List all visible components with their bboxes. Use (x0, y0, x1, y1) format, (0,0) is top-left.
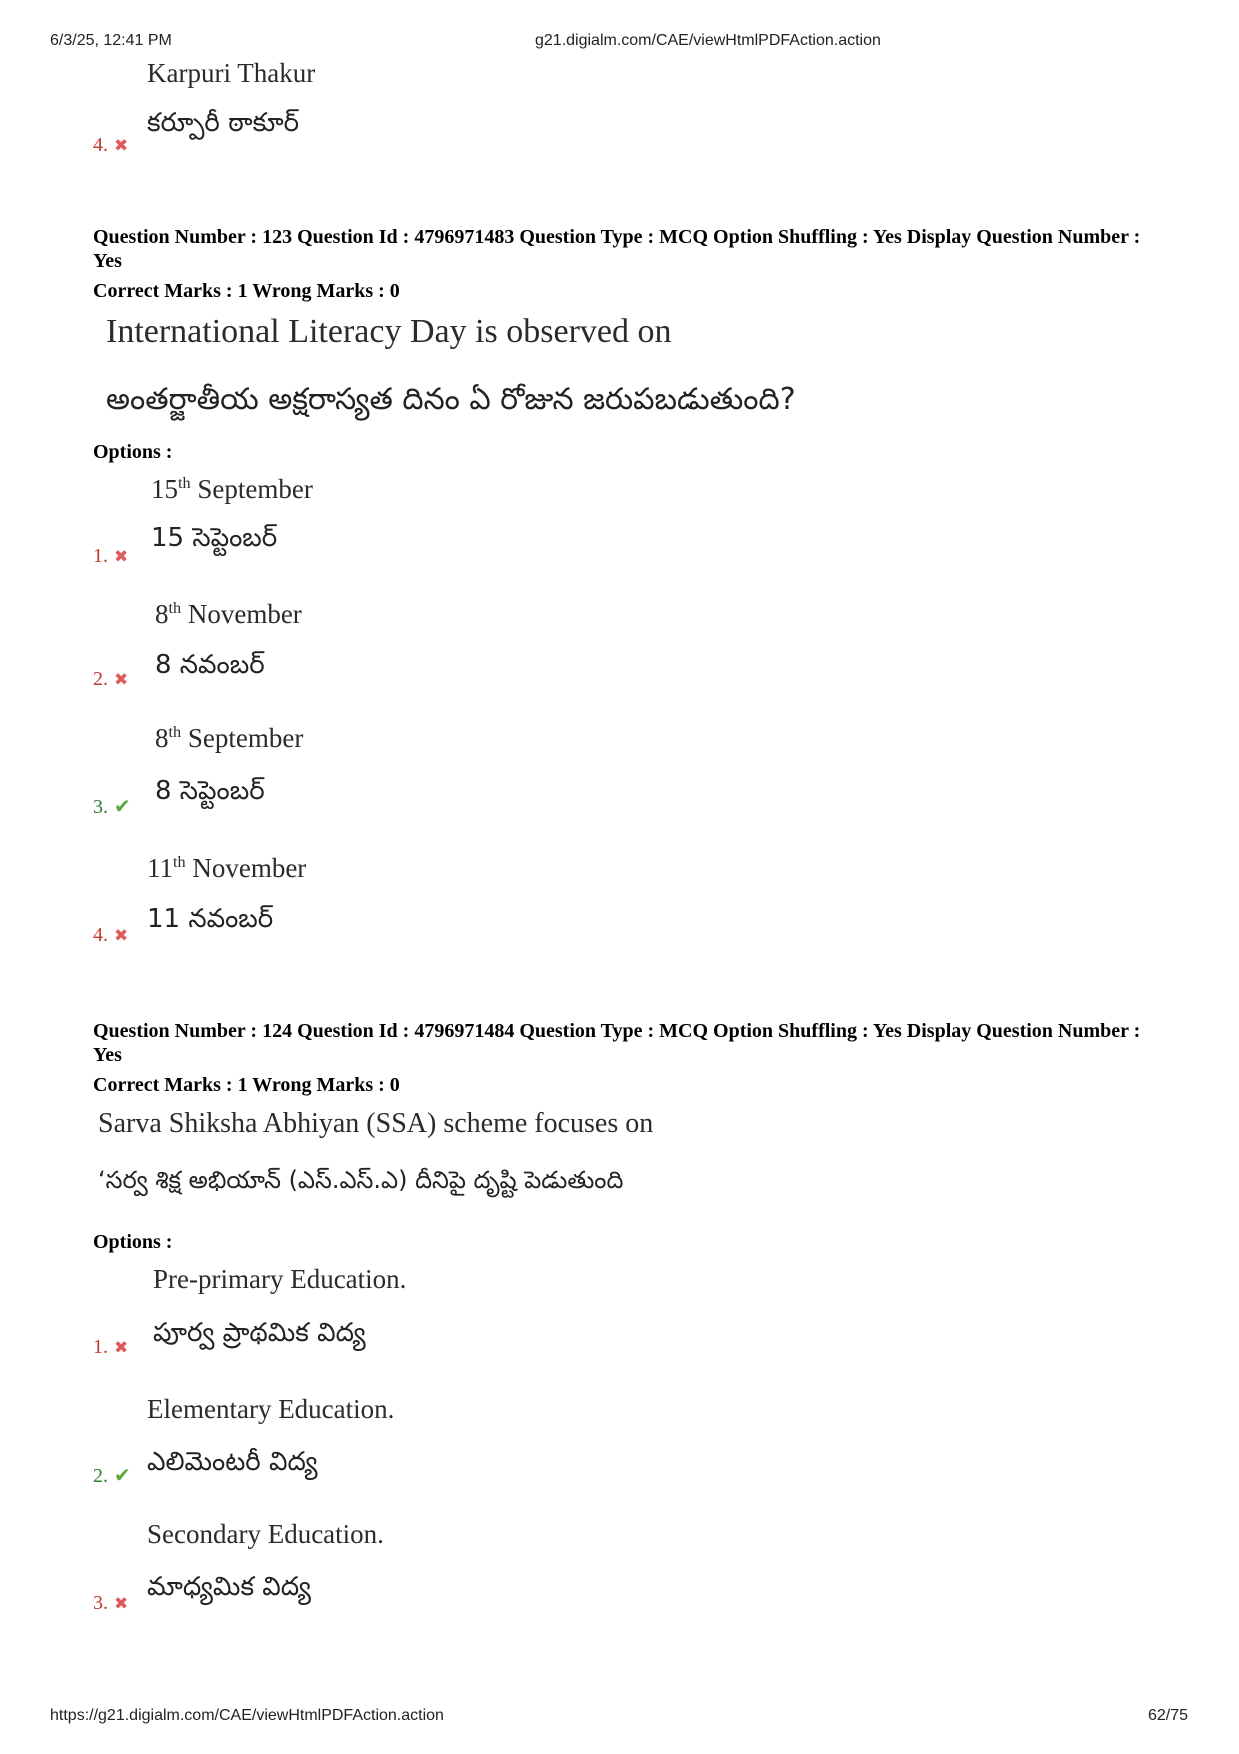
option-number-124-3: 3. ✖ (93, 1592, 129, 1614)
prev-option-en: Karpuri Thakur (147, 58, 316, 88)
option-te-123-3: 8 సెప్టెంబర్ (155, 776, 265, 806)
wrong-mark-icon: ✖ (114, 926, 129, 946)
print-datetime: 6/3/25, 12:41 PM (50, 32, 172, 49)
page-number: 62/75 (1148, 1707, 1189, 1724)
option-number-123-4: 4. ✖ (93, 924, 129, 946)
wrong-mark-icon: ✖ (114, 547, 129, 567)
question-text-en-124: Sarva Shiksha Abhiyan (SSA) scheme focuses on (98, 1108, 654, 1139)
wrong-mark-icon: ✖ (114, 136, 129, 156)
wrong-mark-icon: ✖ (114, 1594, 129, 1614)
prev-option-number (93, 134, 128, 157)
option-number-123-1: 1. ✖ (93, 545, 129, 567)
question-text-te-124: ‘సర్వ శిక్ష అభియాన్ (ఎస్.ఎస్.ఎ) దీనిపై దృష్టి పెడుతుంది (98, 1166, 624, 1194)
option-number-124-1: 1. ✖ (93, 1336, 129, 1358)
question-meta-123: Question Number : 123 Question Id : 4796971483 Question Type : MCQ Option Shuffling : Yes Display Question Number : Yes (93, 226, 1141, 272)
option-te-123-2: 8 నవంబర్ (155, 650, 265, 680)
option-te-123-1: 15 సెప్టెంబర్ (151, 523, 278, 553)
options-label: Options : (93, 441, 173, 463)
question-meta-124: Question Number : 124 Question Id : 4796971484 Question Type : MCQ Option Shuffling : Yes Display Question Number : Yes (93, 1020, 1141, 1066)
question-text-te-123: అంతర్జాతీయ అక్షరాస్యత దినం ఏ రోజున జరుపబడుతుంది? (106, 382, 796, 417)
option-te-124-3: మాధ్యమిక విద్య (147, 1572, 311, 1602)
check-mark-icon: ✔ (114, 1463, 131, 1487)
question-marks-123: Correct Marks : 1 Wrong Marks : 0 (93, 280, 400, 302)
option-en-123-4: 11th November (147, 853, 307, 883)
option-number: 4. (93, 134, 108, 156)
option-te-124-1: పూర్వ ప్రాథమిక విద్య (153, 1318, 366, 1348)
option-te-124-2: ఎలిమెంటరీ విద్య (147, 1447, 318, 1477)
option-en-124-3: Secondary Education. (147, 1519, 384, 1549)
option-te-123-4: 11 నవంబర్ (147, 904, 274, 934)
prev-option-te: కర్పూరీ ఠాకూర్ (147, 108, 300, 138)
question-text-en-123: International Literacy Day is observed on (106, 313, 672, 350)
option-en-124-1: Pre-primary Education. (153, 1264, 407, 1294)
wrong-mark-icon: ✖ (114, 1338, 129, 1358)
option-en-123-2: 8th November (155, 599, 302, 629)
option-en-123-3: 8th September (155, 723, 304, 753)
question-marks-124: Correct Marks : 1 Wrong Marks : 0 (93, 1074, 400, 1096)
options-label: Options : (93, 1231, 173, 1253)
wrong-mark-icon: ✖ (114, 670, 129, 690)
option-en-123-1: 15th September (151, 474, 313, 504)
option-number-123-3: 3. ✔ (93, 794, 131, 818)
print-footer-url: https://g21.digialm.com/CAE/viewHtmlPDFAction.action (50, 1707, 444, 1724)
check-mark-icon: ✔ (114, 794, 131, 818)
option-en-124-2: Elementary Education. (147, 1394, 395, 1424)
option-number-124-2: 2. ✔ (93, 1463, 131, 1487)
print-header-url: g21.digialm.com/CAE/viewHtmlPDFAction.action (535, 32, 881, 49)
option-number-123-2: 2. ✖ (93, 668, 129, 690)
